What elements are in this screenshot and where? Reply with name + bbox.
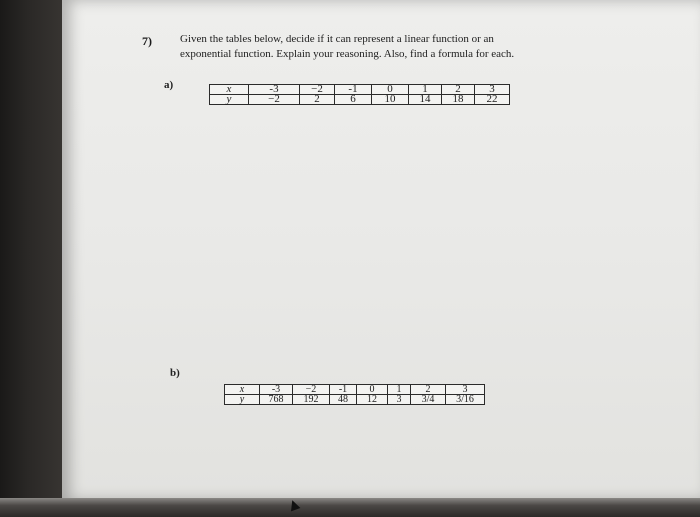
part-b-x-cell: 0 [357, 385, 388, 395]
worksheet-paper [62, 0, 700, 500]
part-b-x-cell: 1 [388, 385, 411, 395]
background-shadow [0, 0, 70, 517]
part-b-x-row [225, 385, 485, 395]
part-a-y-cell: −2 [249, 95, 300, 105]
part-a-y-cell: 22 [475, 95, 510, 105]
part-a-y-cell: 18 [442, 95, 475, 105]
part-a-x-cell: 3 [475, 85, 510, 95]
problem-number: 7) [142, 34, 152, 48]
problem-text [180, 32, 570, 62]
part-a-x-cell: 2 [442, 85, 475, 95]
part-b-y-cell: 3/16 [446, 395, 485, 405]
part-a-x-cell: −2 [300, 85, 335, 95]
part-b-y-cell: 48 [330, 395, 357, 405]
part-b-y-cell: 3 [388, 395, 411, 405]
part-a-label: a) [164, 79, 174, 91]
part-b-x-cell: −2 [293, 385, 330, 395]
part-a-y-cell: 6 [335, 95, 372, 105]
part-b-x-cell: 3 [446, 385, 485, 395]
part-a-y-cell: 2 [300, 95, 335, 105]
part-a-y-cell: 10 [372, 95, 409, 105]
part-a-x-cell: 0 [372, 85, 409, 95]
part-a-x-cell: -1 [335, 85, 372, 95]
part-a-x-cell: -3 [249, 85, 300, 95]
paper-bottom-edge [0, 498, 700, 517]
part-a-y-header: y [210, 95, 249, 105]
part-b-y-cell: 3/4 [411, 395, 446, 405]
part-b-label: b) [170, 367, 180, 379]
part-a-table [209, 84, 510, 105]
problem-text-line-2: exponential function. Explain your reasoning. Also, find a formula for each. [180, 48, 515, 60]
part-b-y-header: y [225, 395, 260, 405]
part-a-y-cell: 14 [409, 95, 442, 105]
part-b-y-cell: 192 [293, 395, 330, 405]
part-b-y-cell: 12 [357, 395, 388, 405]
part-b-x-cell: -1 [330, 385, 357, 395]
part-a-y-row [210, 95, 510, 105]
part-b-y-cell: 768 [260, 395, 293, 405]
part-b-table [224, 384, 485, 405]
part-a-x-header: x [210, 85, 249, 95]
part-a-x-cell: 1 [409, 85, 442, 95]
part-a-x-row [210, 85, 510, 95]
part-b-y-row [225, 395, 485, 405]
part-b-x-cell: 2 [411, 385, 446, 395]
problem-text-line-1: Given the tables below, decide if it can represent a linear function or an [180, 33, 494, 45]
part-b-x-cell: -3 [260, 385, 293, 395]
part-b-x-header: x [225, 385, 260, 395]
